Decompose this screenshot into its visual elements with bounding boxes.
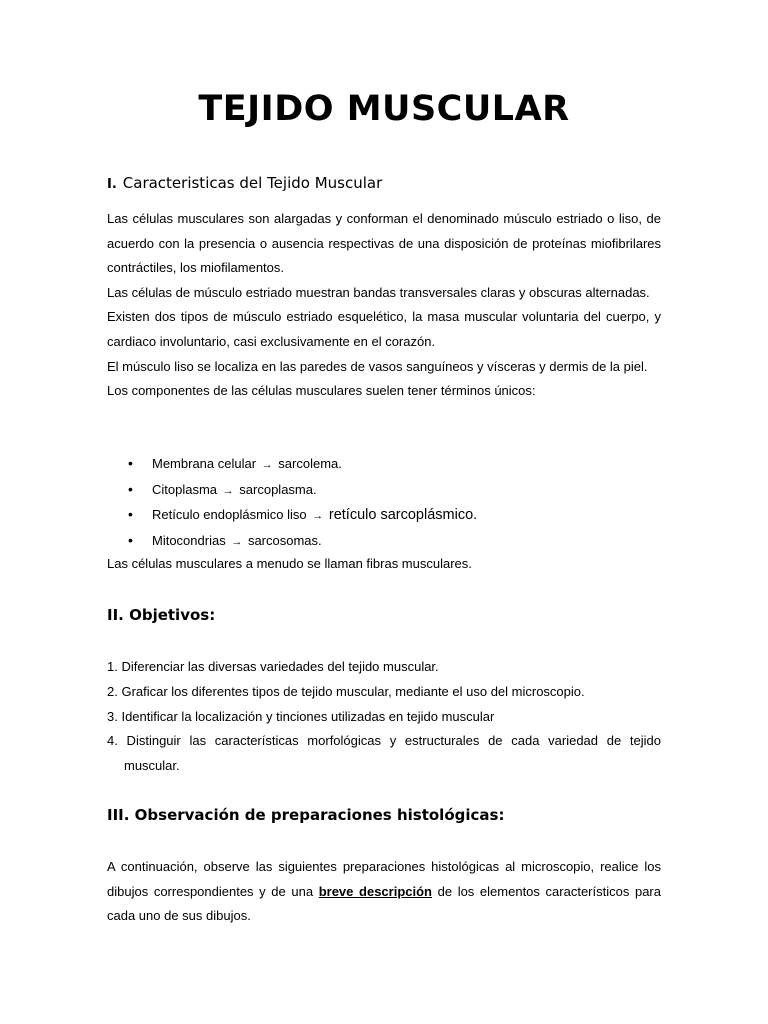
bullet-icon: • <box>128 506 133 522</box>
section-3-body <box>107 855 661 929</box>
list-item: 2. Graficar los diferentes tipos de tejido muscular, mediante el uso del microscopio. <box>107 683 585 699</box>
bullet-icon: • <box>128 480 133 497</box>
objective-4-line-2: muscular. <box>124 758 180 774</box>
emphasis-text: breve descripción <box>318 883 432 899</box>
arrow-icon: → <box>261 459 273 471</box>
list-item: 3. Identificar la localización y tinciones utilizadas en tejido muscular <box>107 708 495 724</box>
paragraph: Las células de músculo estriado muestran bandas transversales claras y obscuras alternadas. <box>107 284 650 300</box>
list-item <box>107 477 661 503</box>
text-before: A continuación, observe las siguientes preparaciones histológicas al microscopio, realice los dibujos correspondientes y de una <box>107 859 661 899</box>
list-item <box>107 729 661 779</box>
term-equivalent: sarcolema. <box>278 456 342 471</box>
section-2-heading: II. Objetivos: <box>107 606 216 624</box>
arrow-icon: → <box>231 535 243 548</box>
section-1-heading <box>107 174 382 192</box>
paragraph <box>107 855 661 929</box>
section-3-heading: III. Observación de preparaciones histológicas: <box>107 806 505 824</box>
paragraph: Las células musculares a menudo se llaman fibras musculares. <box>107 556 472 571</box>
list-item <box>107 502 661 528</box>
term: Retículo endoplásmico liso <box>152 507 307 522</box>
arrow-icon: → <box>222 484 234 497</box>
section-1-closing <box>107 552 661 577</box>
term-equivalent: sarcoplasma. <box>239 481 317 497</box>
section-1-title: Caracteristicas del Tejido Muscular <box>122 174 383 192</box>
document-title: TEJIDO MUSCULAR <box>198 89 570 129</box>
bullet-icon: • <box>128 455 133 471</box>
bullet-icon: • <box>128 531 133 548</box>
list-item <box>107 451 661 477</box>
term-equivalent: sarcosomas. <box>247 532 322 548</box>
arrow-icon: → <box>312 510 324 522</box>
objective-4-line-1: 4. Distinguir las características morfológicas y estructurales de cada variedad de tejido <box>107 733 661 749</box>
list-item <box>107 528 661 554</box>
term: Citoplasma <box>152 481 218 497</box>
section-1-body <box>107 207 661 404</box>
term-equivalent: retículo sarcoplásmico. <box>328 507 478 523</box>
paragraph: Los componentes de las células musculares suelen tener términos únicos: <box>107 383 536 399</box>
term: Membrana celular <box>152 456 257 471</box>
terms-list <box>107 451 661 553</box>
objectives-list <box>107 655 661 779</box>
paragraph: El músculo liso se localiza en las paredes de vasos sanguíneos y vísceras y dermis de la piel. <box>107 358 648 374</box>
text-after: de los elementos característicos para cada uno de sus dibujos. <box>107 883 661 924</box>
list-item: 1. Diferenciar las diversas variedades del tejido muscular. <box>107 659 439 674</box>
section-1-number: I. <box>107 177 117 192</box>
paragraph: Existen dos tipos de músculo estriado esquelético, la masa muscular voluntaria del cuerpo, y cardiaco involuntario, casi exclusivamente en el corazón. <box>107 309 661 349</box>
term: Mitocondrias <box>152 532 226 548</box>
paragraph: Las células musculares son alargadas y conforman el denominado músculo estriado o liso, de acuerdo con la presencia o ausencia respectivas de una disposición de proteínas miofibrilares contráctiles, los miofilamentos. <box>107 211 661 276</box>
